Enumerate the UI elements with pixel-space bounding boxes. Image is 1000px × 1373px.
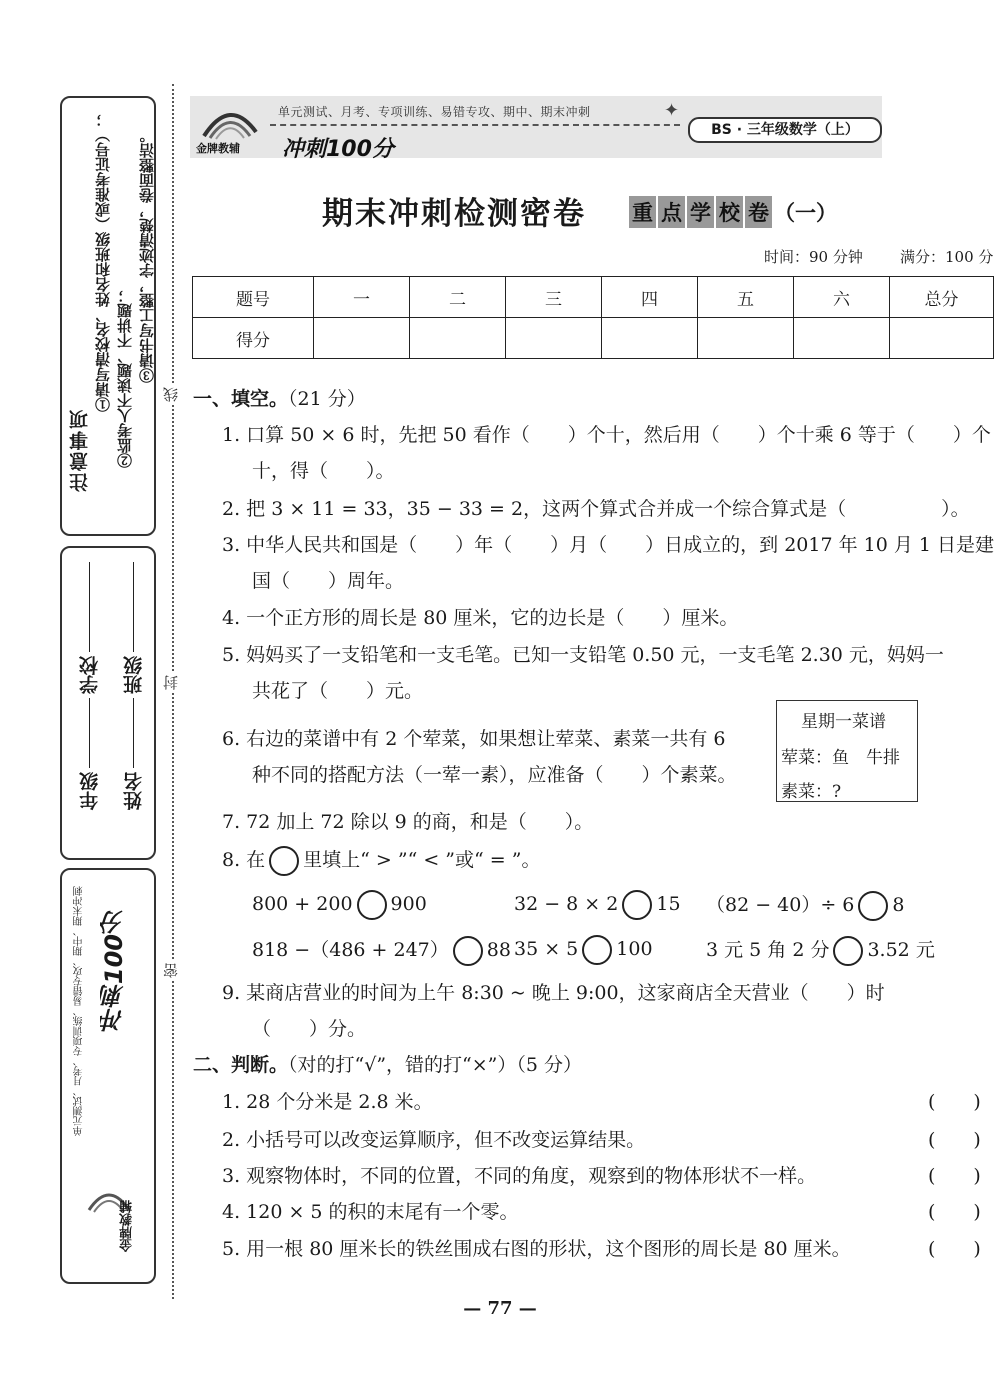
- question-4: 4. 一个正方形的周长是 80 厘米，它的边长是（ ）厘米。: [222, 607, 739, 629]
- question-8-suffix: 里填上“ > ”“ < ”或“ = ”。: [303, 849, 541, 871]
- grade-badge: BS · 三年级数学（上）: [688, 117, 882, 143]
- menu-title: 星期一菜谱: [801, 712, 886, 732]
- question-3a: 3. 中华人民共和国是（ ）年（ ）月（ ）日成立的，到 2017 年 10 月 1 日是建: [222, 534, 995, 556]
- class-label: 班级: [123, 656, 145, 694]
- judge-item: 4. 120 × 5 的积的末尾有一个零。: [222, 1201, 519, 1223]
- header-series: 单元测试、月考、专项训练、易错专攻、期中、期末冲刺: [278, 105, 591, 119]
- question-2: 2. 把 3 × 11 = 33，35 − 33 = 2，这两个算式合并成一个综合算式是（ ）。: [222, 498, 970, 520]
- title-tag: 点: [658, 196, 685, 228]
- compare-right: 900: [390, 893, 427, 915]
- compare-item: [514, 890, 681, 920]
- notice-label-text: 注意事项: [69, 408, 91, 492]
- notice-item-3: ③请书写工整，字迹清楚，卷面整洁。: [138, 128, 156, 383]
- brand-logo-icon: [200, 96, 260, 140]
- question-6a: 6. 右边的菜谱中有 2 个荤菜，如果想让荤菜、素菜一共有 6: [222, 728, 726, 750]
- answer-circle[interactable]: [357, 890, 387, 920]
- side-logo-name: 冲刺100分: [100, 910, 128, 1033]
- score-cell[interactable]: [410, 318, 506, 359]
- question-1b: 十，得（ ）。: [252, 460, 395, 482]
- compare-item: [252, 890, 427, 920]
- compare-right: 88: [486, 939, 511, 961]
- student-info-box: [60, 546, 156, 860]
- section-2-points: （对的打“√”，错的打“×”）（5 分）: [288, 1054, 583, 1076]
- table-cell: 六: [794, 277, 890, 318]
- score-table: [192, 276, 994, 359]
- compare-right: 8: [892, 894, 905, 916]
- cut-label-line: 线: [160, 384, 181, 405]
- table-cell: 二: [410, 277, 506, 318]
- answer-circle[interactable]: [622, 890, 652, 920]
- notice-label: [66, 408, 93, 492]
- judge-item: 5. 用一根 80 厘米长的铁丝围成右图的形状，这个图形的周长是 80 厘米。: [222, 1238, 851, 1260]
- compare-right: 100: [616, 938, 653, 960]
- compare-right: 3.52 元: [867, 939, 935, 961]
- cut-label-secret: 密: [160, 960, 181, 981]
- judge-answer-paren[interactable]: ( ): [928, 1165, 981, 1187]
- question-5a: 5. 妈妈买了一支铅笔和一支毛笔。已知一支铅笔 0.50 元，一支毛笔 2.30 元，妈妈一: [222, 644, 944, 666]
- compare-left: 32 − 8 × 2: [514, 893, 619, 915]
- table-row: [193, 277, 994, 318]
- title-tag: 校: [716, 196, 743, 228]
- answer-circle[interactable]: [858, 891, 888, 921]
- table-cell: 五: [698, 277, 794, 318]
- grade-label: 年级: [79, 772, 101, 810]
- compare-item: [706, 935, 935, 966]
- question-8: [222, 845, 540, 876]
- table-cell: 三: [506, 277, 602, 318]
- cut-label-seal: 封: [160, 672, 181, 693]
- side-logo-box: [60, 868, 156, 1284]
- name-field[interactable]: [120, 698, 147, 810]
- section-2-heading: [193, 1050, 582, 1077]
- school-field[interactable]: [76, 562, 103, 694]
- judge-answer-paren[interactable]: ( ): [928, 1091, 981, 1113]
- title-tags: [629, 196, 837, 228]
- judge-item: 2. 小括号可以改变运算顺序，但不改变运算结果。: [222, 1129, 646, 1151]
- compare-item: [252, 935, 511, 966]
- page-title: 期末冲刺检测密卷: [322, 196, 586, 232]
- side-logo-brand: 金牌教辅: [120, 1200, 135, 1252]
- table-row: [193, 318, 994, 359]
- header-divider: [270, 124, 680, 126]
- full-score: 满分：100 分: [900, 248, 994, 266]
- score-cell[interactable]: [602, 318, 698, 359]
- title-suffix: （一）: [774, 200, 837, 225]
- grade-field[interactable]: [76, 698, 103, 810]
- judge-item: 1. 28 个分米是 2.8 米。: [222, 1091, 433, 1113]
- answer-circle[interactable]: [453, 936, 483, 966]
- menu-meat: 荤菜：鱼 牛排: [781, 748, 900, 768]
- time-limit: 时间：90 分钟: [764, 248, 863, 266]
- school-label: 学校: [79, 656, 101, 694]
- section-1-title: 一、填空。: [193, 388, 289, 410]
- sparkle-icon: ✦: [664, 100, 680, 121]
- judge-answer-paren[interactable]: ( ): [928, 1129, 981, 1151]
- name-label: 姓名: [123, 772, 145, 810]
- score-cell[interactable]: [890, 318, 994, 359]
- page-number: — 77 —: [463, 1298, 537, 1319]
- notice-item-2: ②监考人不读题、不讲题；: [116, 288, 134, 468]
- title-tag: 学: [687, 196, 714, 228]
- question-5b: 共花了（ ）元。: [252, 680, 424, 702]
- score-cell[interactable]: [314, 318, 410, 359]
- score-cell[interactable]: [794, 318, 890, 359]
- judge-item: 3. 观察物体时，不同的位置，不同的角度，观察到的物体形状不一样。: [222, 1165, 817, 1187]
- compare-left: 3 元 5 角 2 分: [706, 939, 830, 961]
- section-2-title: 二、判断。: [193, 1054, 289, 1076]
- compare-left: 800 + 200: [252, 893, 353, 915]
- title-tag: 卷: [745, 196, 772, 228]
- notice-item-1: ①请写清校名、姓名和班级（或准考证号）；: [94, 112, 112, 412]
- table-cell: 得分: [193, 318, 314, 359]
- compare-left: 818 −（486 + 247）: [252, 939, 449, 961]
- menu-veg: 素菜：?: [781, 782, 842, 802]
- question-9b: （ ）分。: [252, 1018, 367, 1040]
- question-8-prefix: 8. 在: [222, 849, 266, 871]
- brand-mini: 金牌教辅: [196, 142, 240, 155]
- section-1-heading: [193, 384, 366, 411]
- compare-right: 15: [656, 893, 681, 915]
- judge-answer-paren[interactable]: ( ): [928, 1238, 981, 1260]
- table-cell: 一: [314, 277, 410, 318]
- section-1-points: （21 分）: [288, 388, 366, 410]
- table-cell: 四: [602, 277, 698, 318]
- compare-left: 35 × 5: [514, 938, 579, 960]
- compare-circle-icon: [269, 846, 299, 876]
- score-cell[interactable]: [506, 318, 602, 359]
- answer-circle[interactable]: [582, 935, 612, 965]
- title-tag: 重: [629, 196, 656, 228]
- notice-box: [60, 96, 156, 536]
- question-9a: 9. 某商店营业的时间为上午 8:30 ~ 晚上 9:00，这家商店全天营业（ ）时: [222, 982, 885, 1004]
- question-1a: 1. 口算 50 × 6 时，先把 50 看作（ ）个十，然后用（ ）个十乘 6 等于（ ）个: [222, 424, 991, 446]
- brand-big: 冲刺100分: [282, 137, 394, 162]
- compare-left: （82 − 40）÷ 6: [706, 894, 855, 916]
- score-cell[interactable]: [698, 318, 794, 359]
- answer-circle[interactable]: [833, 936, 863, 966]
- compare-item: [706, 890, 905, 921]
- side-logo-series: 单元测试、月考、专项训练、易错专攻、期中、期末冲刺: [74, 886, 85, 1136]
- question-6b: 种不同的搭配方法（一荤一素），应准备（ ）个素菜。: [252, 764, 737, 786]
- table-cell: 题号: [193, 277, 314, 318]
- compare-item: [514, 935, 653, 965]
- menu-box: [776, 700, 918, 802]
- class-field[interactable]: [120, 562, 147, 694]
- question-3b: 国（ ）周年。: [252, 570, 405, 592]
- question-7: 7. 72 加上 72 除以 9 的商，和是（ ）。: [222, 811, 594, 833]
- judge-answer-paren[interactable]: ( ): [928, 1201, 981, 1223]
- table-cell: 总分: [890, 277, 994, 318]
